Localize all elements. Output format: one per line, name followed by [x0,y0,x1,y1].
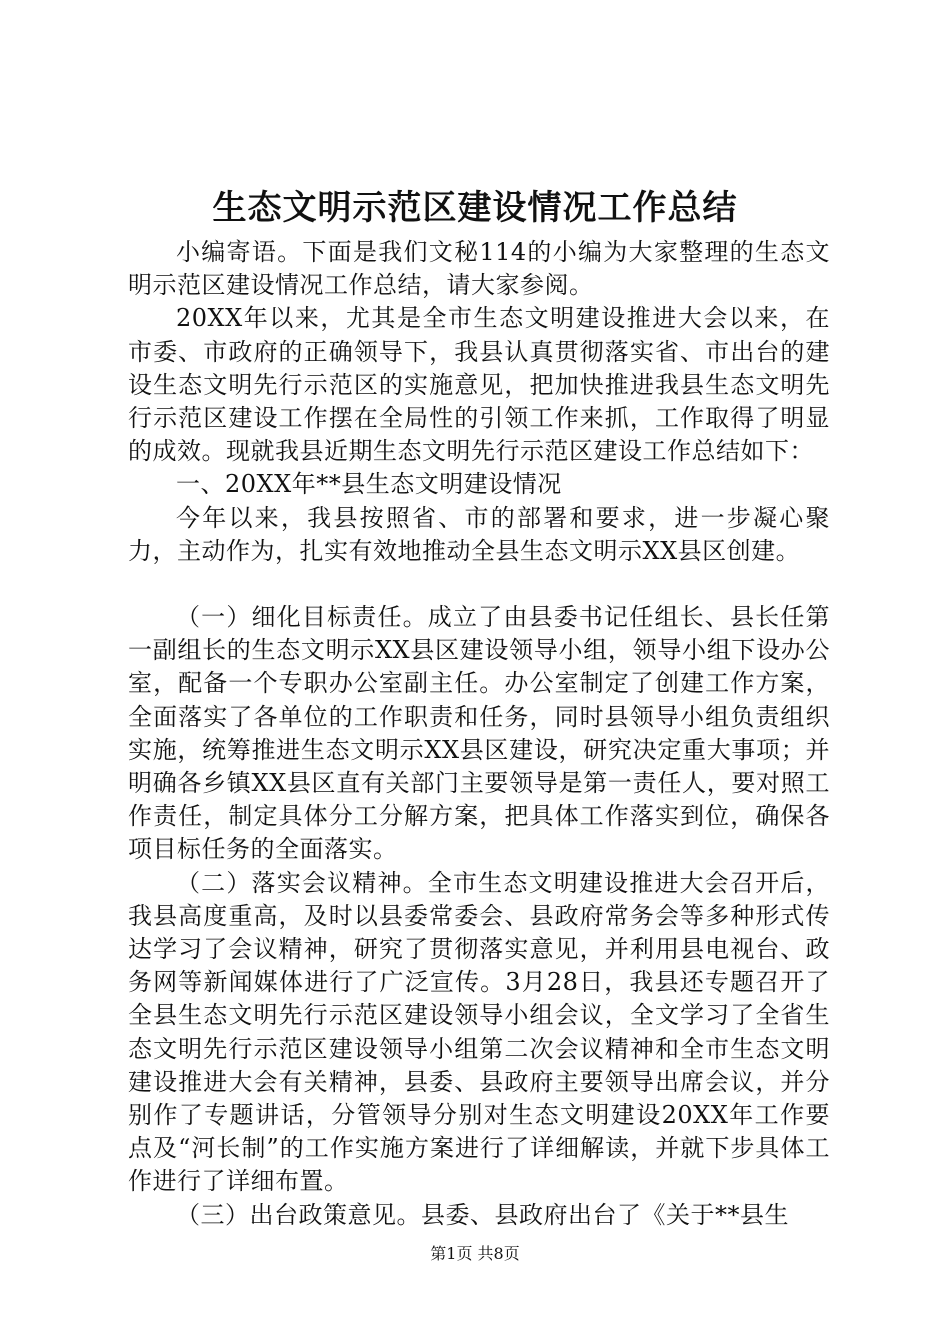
section-heading-1: 一、20XX年**县生态文明建设情况 [176,470,562,499]
intro-paragraph: 小编寄语。下面是我们文秘114的小编为大家整理的生态文明示范区建设情况工作总结，请大家参阅。 [128,238,830,300]
document-title: 生态文明示范区建设情况工作总结 [212,188,738,228]
section-1-intro-paragraph: 今年以来，我县按照省、市的部署和要求，进一步凝心聚力，主动作为，扎实有效地推动全县生态文明示XX县区创建。 [128,503,830,565]
subsection-3-paragraph: （三）出台政策意见。县委、县政府出台了《关于**县生 [176,1200,789,1229]
subsection-1-paragraph: （一）细化目标责任。成立了由县委书记任组长、县长任第一副组长的生态文明示XX县区建设领导小组，领导小组下设办公室，配备一个专职办公室副主任。办公室制定了创建工作方案，全面落实了各单位的工作职责和任务，同时县领导小组负责组织实施，统筹推进生态文明示XX县区建设，研究决定重大事项；并明确各乡镇XX县区直有关部门主要领导是第一责任人，要对照工作责任，制定具体分工分解方案，把具体工作落实到位，确保各项目标任务的全面落实。 [128,603,830,864]
subsection-2-paragraph: （二）落实会议精神。全市生态文明建设推进大会召开后，我县高度重高，及时以县委常委会、县政府常务会等多种形式传达学习了会议精神，研究了贯彻落实意见，并利用县电视台、政务网等新闻媒体进行了广泛宣传。3月28日，我县还专题召开了全县生态文明先行示范区建设领导小组会议，全文学习了全省生态文明先行示范区建设领导小组第二次会议精神和全市生态文明建设推进大会有关精神，县委、县政府主要领导出席会议，并分别作了专题讲话，分管领导分别对生态文明建设20XX年工作要点及“河长制”的工作实施方案进行了详细解读，并就下步具体工作进行了详细布置。 [128,868,830,1196]
document-body [128,236,830,1232]
page-number-footer: 第1页 共8页 [430,1244,520,1263]
overview-paragraph: 20XX年以来，尤其是全市生态文明建设推进大会以来，在市委、市政府的正确领导下，我县认真贯彻落实省、市出台的建设生态文明先行示范区的实施意见，把加快推进我县生态文明先行示范区建设工作摆在全局性的引领工作来抓，工作取得了明显的成效。现就我县近期生态文明先行示范区建设工作总结如下： [128,304,830,466]
